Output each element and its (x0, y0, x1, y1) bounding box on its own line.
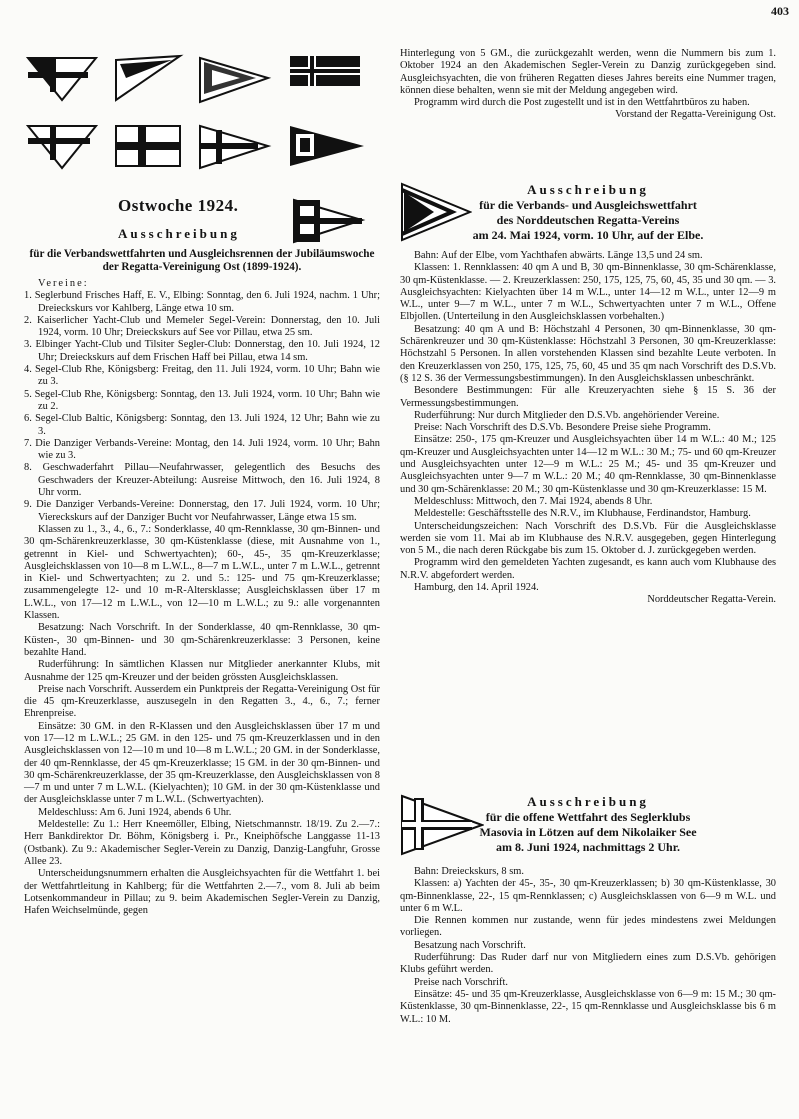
list-item: 2. Kaiserlicher Yacht-Club und Memeler Segel-Verein: Donnerstag, den 10. Juli 1924, vorm. 10 Uhr; Dreieckskurs auf See vor Pillau, etwa 25 sm. (24, 314, 380, 339)
masovia-preise: Preise nach Vorschrift. (414, 976, 508, 988)
flag-icon (294, 200, 362, 242)
ndr-title: Ausschreibung (527, 182, 649, 197)
masovia-besatzung: Besatzung nach Vorschrift. (414, 939, 526, 951)
ndr-programm: Programm wird den gemeldeten Yachten zugesandt, es kann auch vom Klubhause des N.R.V. abgefordert werden. (400, 557, 776, 581)
flag-icon (290, 126, 364, 166)
masovia-ruderfuehrung: Ruderführung: Das Ruder darf nur von Mitgliedern eines zum D.S.Vb. gehörigen Klubs geführt werden. (400, 952, 776, 976)
vereine-list (24, 290, 380, 524)
page-title: Ostwoche 1924. (118, 196, 239, 215)
ndr-preise: Preise: Nach Vorschrift des D.S.Vb. Besondere Preise siehe Programm. (414, 422, 711, 434)
ndr-ruderfuehrung: Ruderführung: Nur durch Mitglieder den D.S.Vb. angehöriender Vereine. (414, 409, 720, 421)
masovia-section (400, 866, 776, 1026)
unterscheidung-paragraph: Unterscheidungsnummern erhalten die Ausgleichsyachten für die Wettfahrt 1. bei der Wettfahrtleitung in Kahlberg; für die Wettfahrten 2.—7., vom 8. Juli ab beim Lotsenkommandeur in Pillau; zu 9. beim Akademischen Segler-Verein zu Danzig, Hafen Weichselmünde, gegen (24, 868, 380, 917)
intro-text: Hinterlegung von 5 GM., die zurückgezahlt werden, wenn die Nummern bis zum 1. Oktober 1924 an den Akademischen Segler-Verein zu Danzig zurückgegeben sind. Ausgleichsyachten, die von früheren Regatten dieses Jahres bereits eine Nummer tragen, können diese behalten, wenn sie mit der Meldung angegeben wird. (400, 48, 776, 96)
list-item: 5. Segel-Club Rhe, Königsberg: Sonntag, den 13. Juli 1924, vorm. 10 Uhr; Bahn wie zu 2. (24, 388, 380, 412)
masovia-rennen: Die Rennen kommen nur zustande, wenn für jedes mindestens zwei Meldungen vorliegen. (400, 915, 776, 939)
intro-signature: Vorstand der Regatta-Vereinigung Ost. (615, 109, 776, 121)
flag-icon (116, 56, 180, 100)
ostwoche-section (24, 248, 380, 917)
masovia-bahn: Bahn: Dreieckskurs, 8 sm. (414, 866, 524, 877)
ndr-section (400, 250, 776, 607)
masovia-heading-line: für die offene Wettfahrt des Seglerklubs (485, 810, 691, 824)
preise-paragraph: Preise nach Vorschrift. Ausserdem ein Punktpreis der Regatta-Vereinigung Ost für die 45 qm-Kreuzerklasse, auszusegeln in den Regatten 3., 4., 6., 7.; ferner Ehrenpreise. (24, 683, 380, 720)
list-item: 7. Die Danziger Verbands-Vereine: Montag, den 14. Juli 1924, vorm. 10 Uhr; Bahn wie zu 3. (24, 437, 380, 462)
ndr-heading-line: am 24. Mai 1924, vorm. 10 Uhr, auf der Elbe. (472, 228, 704, 242)
flag-icon (28, 58, 96, 100)
list-item: 1. Seglerbund Frisches Haff, E. V., Elbing: Sonntag, den 6. Juli 1924, nachm. 1 Uhr; Dreieckskurs vor Kahlberg, Länge etwa 10 sm. (24, 290, 380, 314)
masovia-heading-line: am 8. Juni 1924, nachmittags 2 Uhr. (496, 840, 680, 854)
ndr-einsaetze: Einsätze: 250-, 175 qm-Kreuzer und Ausgleichsyachten über 14 m W.L.: 40 M.; 125 qm-Kreuzer und Ausgleichsyachten unter 14—12 m W.L.: 30 M.; 75- und 60 qm-Kreuzer und Ausgleichsyachten unter 12—9 m W.L.: 25 M.; 45- und 35 qm-Kreuzer und Ausgleichsyachten unter 9—7 m W.L.: 20 M.; 40 qm-Rennklasse, 30 qm-Binnenklasse und 30 qm-Schärenklasse: 20 M.; 30 qm-Küstenklasse und 30 qm-Kreuzerklasse: 15 M. (400, 434, 776, 495)
list-item: 9. Die Danziger Verbands-Vereine: Donnerstag, den 17. Juli 1924, vorm. 10 Uhr; Viereckskurs auf der Danziger Bucht vor Neufahrwasser, Länge etwa 15 sm. (24, 499, 380, 523)
klassen-paragraph: Klassen zu 1., 3., 4., 6., 7.: Sonderklasse, 40 qm-Rennklasse, 30 qm-Binnen- und 30 qm-Schärenkreuzerklasse, 30 qm-Küstenklasse (diese, mit Ausnahme von 1., getrennt in Kiel- und Schwertyachten); 60-, 45-, 35 qm-Kreuzerklasse; Ausgleichsklassen von 10—8 m L.W.L., 8—7 m L.W.L., unter 7 m L.W.L., getrennt in Kiel- und Schwertyachten; zu 2. und 5.: 125- und 75 qm-Kreuzerklasse; zusammengelegte 12- und 10 m-R-Altersklasse; Ausgleichsklassen über 17 m L.W.L., von 17—12 m L.W.L., von 12—10 m L.W.L.; zu 9.: alle vorgenannten Klassen. (24, 523, 380, 622)
ndr-meldeschluss: Meldeschluss: Mittwoch, den 7. Mai 1924, abends 8 Uhr. (414, 495, 653, 507)
intro-continuation (400, 48, 776, 122)
page-number: 403 (771, 4, 789, 18)
flag-icon (290, 56, 360, 86)
ruderfuehrung-paragraph: Ruderführung: In sämtlichen Klassen nur Mitglieder anerkannter Klubs, mit Ausnahme der 125 qm-Kreuzer und der beiden grössten Ausgleichsklassen. (24, 659, 380, 683)
meldeschluss-paragraph: Meldeschluss: Am 6. Juni 1924, abends 6 Uhr. (38, 806, 232, 818)
flag-icon (28, 126, 96, 168)
masovia-heading (400, 794, 776, 855)
ndr-heading-line: des Norddeutschen Regatta-Vereins (496, 213, 680, 227)
ndr-heading (400, 182, 776, 243)
ndr-signature: Norddeutscher Regatta-Verein. (647, 594, 776, 606)
ndr-besondere: Besondere Bestimmungen: Für alle Kreuzeryachten siehe § 15 S. 36 der Vermessungsbestimmungen. (400, 385, 776, 409)
ndr-meldestelle: Meldestelle: Geschäftsstelle des N.R.V., im Klubhause, Ferdinandstor, Hamburg. (414, 508, 751, 520)
besatzung-paragraph: Besatzung: Nach Vorschrift. In der Sonderklasse, 40 qm-Rennklasse, 30 qm-Küsten-, 30 qm-Binnen- und 30 qm-Schärenkreuzerklasse: 3 Personen, keine bezahlte Hand. (24, 622, 380, 658)
vereine-label: Vereine: (38, 278, 89, 289)
ndr-unterscheidung: Unterscheidungszeichen: Nach Vorschrift des D.S.Vb. Für die Ausgleichsklasse werden sie vom 11. Mai ab im Klubhause des N.R.V. ausgegeben, gegen Hinterlegung von 5 M., die nach deren Rückgabe bis zum 15. Oktober d. J. zurückgegeben werden. (400, 520, 776, 557)
list-item: 8. Geschwaderfahrt Pillau—Neufahrwasser, gelegentlich des Besuchs des Geschwaders der Kreuzer-Abteilung: Ausreise Mittwoch, den 16. Juli 1924, 8 Uhr vorm. (24, 462, 380, 499)
ndr-klassen: Klassen: 1. Rennklassen: 40 qm A und B, 30 qm-Binnenklasse, 30 qm-Schärenklasse, 30 qm-Küstenklasse. — 2. Kreuzerklassen: 250, 175, 125, 75, 60, 45, 35 und 30 qm. — 3. Ausgleichsyachten: Kielyachten über 14 m W.L., unter 14—12 m W.L., unter 12—9 m W.L., unter 9—7 m W.L., unter 7 m W.L., Schwertyachten unter 7 m W.L., Offene Elbjollen. (Unterteilung in den Ausgleichsklassen vorbehalten.) (400, 262, 776, 323)
meldestelle-paragraph: Meldestelle: Zu 1.: Herr Kneemöller, Elbing, Nietschmannstr. 18/19. Zu 2.—7.: Herr Bankdirektor Dr. Böhm, Königsberg i. Pr., Kneiphöfsche Langgasse 11-13 (Ostbank). Zu 9.: Akademischer Segler-Verein zu Danzig, Danzig-Langfuhr, Grosse Allee 23. (24, 819, 380, 867)
einsaetze-paragraph: Einsätze: 30 GM. in den R-Klassen und den Ausgleichsklassen über 17 m und von 17—12 m L.W.L.; 25 GM. in den 125- und 75 qm-Kreuzerklassen und in den Ausgleichsklassen von 12—10 m und 10—8 m L.W.L.; 20 GM. in der Sonderklasse, der 40 qm-Rennklasse, der 45 qm-Kreuzerklasse; 15 GM. in der 30 qm-Binnen- und 30 qm-Schärenkreuzerklasse, der 35 qm-Kreuzerklasse, den Ausgleichsklassen von 8—7 m und unter 7 m L.W.L. (Kielyachten); 10 GM. in der 30 qm-Küstenklasse und der Ausgleichsklasse unter 7 m L.W.L. (Schwertyachten). (24, 720, 380, 806)
ndr-date: Hamburg, den 14. April 1924. (414, 582, 539, 594)
ndr-bahn: Bahn: Auf der Elbe, vom Yachthafen abwärts. Länge 13,5 und 24 sm. (414, 250, 703, 261)
masovia-einsaetze: Einsätze: 45- und 35 qm-Kreuzerklasse, Ausgleichsklasse von 6—9 m: 15 M.; 30 qm-Küstenklasse, 30 qm-Binnenklasse, 22-, 15 qm-Rennklasse und Ausgleichsklasse bis 6 m W.L.: 10 M. (400, 988, 776, 1025)
flag-icon (200, 126, 268, 168)
ndr-heading-line: für die Verbands- und Ausgleichswettfahrt (479, 198, 697, 212)
club-flags (22, 50, 382, 250)
list-item: 4. Segel-Club Rhe, Königsberg: Freitag, den 11. Juli 1924, vorm. 10 Uhr; Bahn wie zu 3. (24, 364, 380, 388)
ndr-besatzung: Besatzung: 40 qm A und B: Höchstzahl 4 Personen, 30 qm-Binnenklasse, 30 qm-Schärenkreuzer und 30 qm-Küstenklasse: Höchstzahl 3 Personen, 30 qm-Kreuzerklasse: Höchstzahl 5 Personen. In allen vorstehenden Klassen sind bezahlte Leute verboten. In den Kreuzerklassen von 250, 175, 125, 75, 60, 45 und 35 qm nach Vorschrift des D.S.Vb. (§ 12 S. 36 der Vermessungsbestimmungen). In den Ausgleichsklassen unbeschränkt. (400, 323, 776, 384)
list-item: 6. Segel-Club Baltic, Königsberg: Sonntag, den 13. Juli 1924, 12 Uhr; Bahn wie zu 3. (24, 413, 380, 437)
intro-programm: Programm wird durch die Post zugestellt und ist in den Wettfahrtbüros zu haben. (414, 97, 750, 109)
flag-icon (116, 126, 180, 166)
masovia-heading-line: Masovia in Lötzen auf dem Nikolaiker See (479, 825, 697, 839)
masovia-title: Ausschreibung (527, 794, 649, 809)
flag-icon (200, 58, 268, 102)
ostwoche-subheading: für die Verbandswettfahrten und Ausgleichsrennen der Jubiläumswoche der Regatta-Vereinigung Ost (1899-1924). (29, 248, 375, 273)
list-item: 3. Elbinger Yacht-Club und Tilsiter Segler-Club: Donnerstag, den 10. Juli 1924, 12 Uhr; Dreieckskurs auf dem Frischen Haff bei Pillau, etwa 14 sm. (24, 339, 380, 363)
masovia-klassen: Klassen: a) Yachten der 45-, 35-, 30 qm-Kreuzerklassen; b) 30 qm-Küstenklasse, 30 qm-Binnenklasse, 22-, 15 qm-Rennklassen; c) Ausgleichsklassen von 6—9 m W.L. und unter 6 m W.L. (400, 878, 776, 914)
ausschreibung-heading: Ausschreibung (118, 226, 240, 241)
